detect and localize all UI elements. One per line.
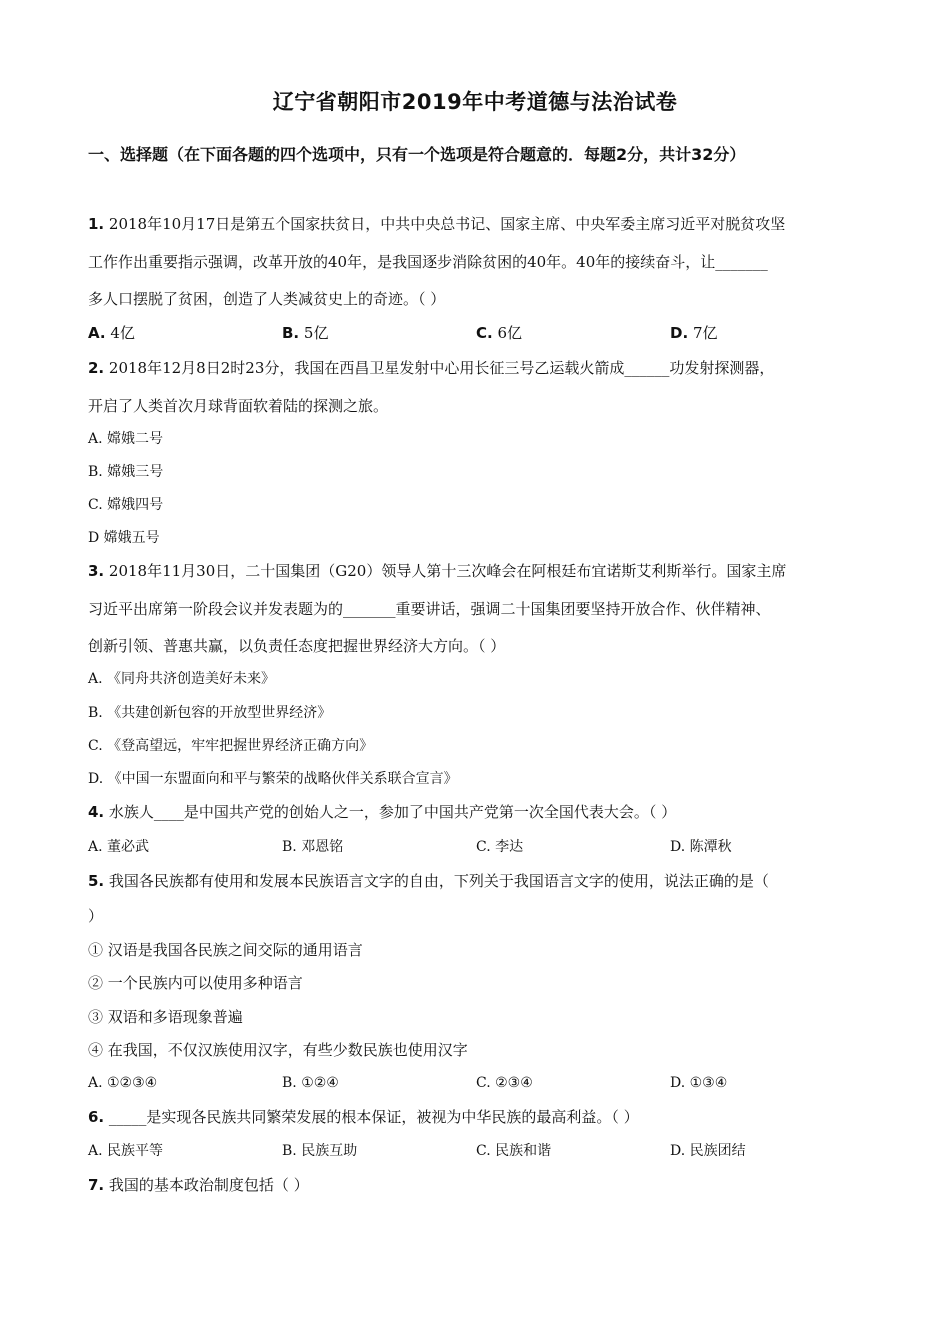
q4-option-b: B. 邓恩铭: [282, 839, 344, 855]
q2-line-2: 开启了人类首次月球背面软着陆的探测之旅。: [88, 397, 389, 415]
q5-option-c: C. ②③④: [476, 1075, 533, 1091]
q1-line-2: 工作作出重要指示强调，改革开放的40年，是我国逐步消除贫困的40年。40年的接续奋斗，让_______: [88, 253, 768, 271]
q2-line-1: 2. 2018年12月8日2时23分，我国在西昌卫星发射中心用长征三号乙运载火箭成______功发射探测器，: [88, 359, 775, 377]
q3-line-1: 3. 2018年11月30日，二十国集团（G20）领导人第十三次峰会在阿根廷布宜诺斯艾利斯举行。国家主席: [88, 562, 787, 580]
q5-line-2: ）: [88, 907, 104, 925]
q2-number: 2.: [88, 359, 105, 377]
q2-option-b: B. 嫦娥三号: [88, 464, 164, 480]
q4-option-a: A. 董必武: [88, 839, 150, 855]
q1-option-a: A. 4亿: [88, 324, 135, 342]
q2-option-c: C. 嫦娥四号: [88, 497, 164, 513]
q1-option-d: D. 7亿: [670, 324, 718, 342]
q1-line-3: 多人口摆脱了贫困，创造了人类减贫史上的奇迹。（ ）: [88, 290, 446, 308]
q6-option-b: B. 民族互助: [282, 1143, 358, 1159]
q6-option-a: A. 民族平等: [88, 1143, 164, 1159]
q5-option-b: B. ①②④: [282, 1075, 339, 1091]
q5-item-4: ④ 在我国，不仅汉族使用汉字，有些少数民族也使用汉字: [88, 1041, 468, 1059]
q5-item-2: ② 一个民族内可以使用多种语言: [88, 974, 303, 992]
q2-option-d: D 嫦娥五号: [88, 530, 160, 546]
q1-option-c: C. 6亿: [476, 324, 523, 342]
q3-option-b: B. 《共建创新包容的开放型世界经济》: [88, 705, 332, 721]
q7-number: 7.: [88, 1176, 105, 1194]
q6-option-d: D. 民族团结: [670, 1143, 746, 1159]
q5-number: 5.: [88, 872, 105, 890]
q3-number: 3.: [88, 562, 105, 580]
q6-number: 6.: [88, 1108, 105, 1126]
page-title: 辽宁省朝阳市2019年中考道德与法治试卷: [272, 90, 678, 114]
q3-line-3: 创新引领、普惠共赢，以负责任态度把握世界经济大方向。（ ）: [88, 637, 506, 655]
q3-line-2: 习近平出席第一阶段会议并发表题为的_______重要讲话，强调二十国集团要坚持开放合作、伙伴精神、: [88, 600, 771, 618]
q7-line-1: 7. 我国的基本政治制度包括（ ）: [88, 1176, 309, 1194]
q6-option-c: C. 民族和谐: [476, 1143, 552, 1159]
q3-option-d: D. 《中国一东盟面向和平与繁荣的战略伙伴关系联合宣言》: [88, 771, 458, 787]
q5-option-d: D. ①③④: [670, 1075, 728, 1091]
q5-option-a: A. ①②③④: [88, 1075, 158, 1091]
q6-line-1: 6. _____是实现各民族共同繁荣发展的根本保证，被视为中华民族的最高利益。（ ）: [88, 1108, 639, 1126]
q4-option-c: C. 李达: [476, 839, 524, 855]
q1-number: 1.: [88, 215, 105, 233]
q4-number: 4.: [88, 803, 105, 821]
q4-line-1: 4. 水族人____是中国共产党的创始人之一，参加了中国共产党第一次全国代表大会。（ ）: [88, 803, 677, 821]
q2-option-a: A. 嫦娥二号: [88, 431, 164, 447]
q5-item-3: ③ 双语和多语现象普遍: [88, 1008, 243, 1026]
q5-item-1: ① 汉语是我国各民族之间交际的通用语言: [88, 941, 363, 959]
q3-option-c: C. 《登高望远，牢牢把握世界经济正确方向》: [88, 738, 374, 754]
q1-option-b: B. 5亿: [282, 324, 329, 342]
q4-option-d: D. 陈潭秋: [670, 839, 732, 855]
q3-option-a: A. 《同舟共济创造美好未来》: [88, 671, 276, 687]
q1-line-1: 1. 2018年10月17日是第五个国家扶贫日，中共中央总书记、国家主席、中央军委主席习近平对脱贫攻坚: [88, 215, 786, 233]
q5-line-1: 5. 我国各民族都有使用和发展本民族语言文字的自由，下列关于我国语言文字的使用，说法正确的是（: [88, 872, 769, 890]
section-heading: 一、选择题（在下面各题的四个选项中，只有一个选项是符合题意的．每题2分，共计32分）: [88, 145, 746, 164]
